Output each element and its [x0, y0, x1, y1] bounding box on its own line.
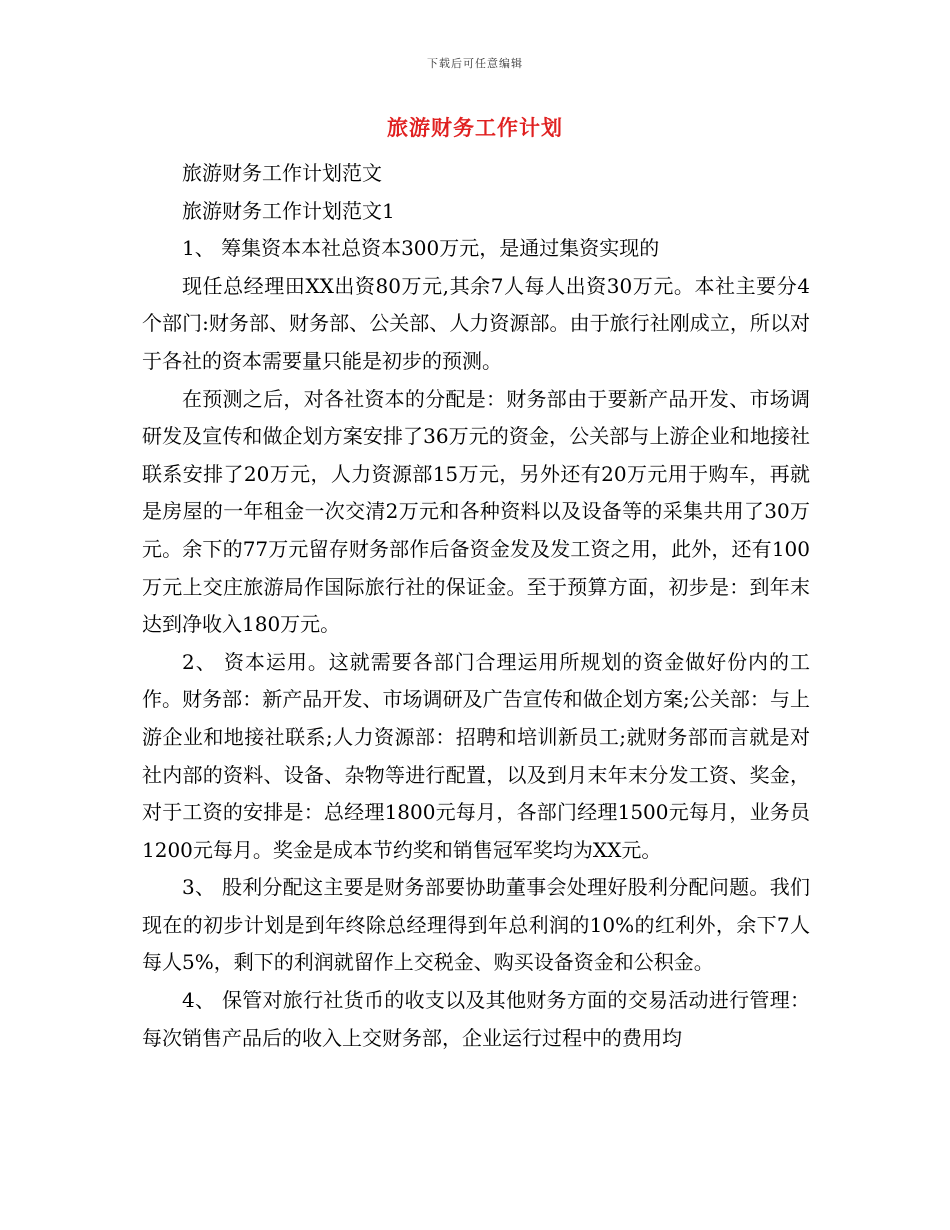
paragraph: 4、 保管对旅行社货币的收支以及其他财务方面的交易活动进行管理：每次销售产品后的收入上交财务部，企业运行过程中的费用均 — [142, 988, 810, 1050]
paragraph: 3、 股利分配这主要是财务部要协助董事会处理好股利分配问题。我们现在的初步计划是到年终除总经理得到年总利润的10%的红利外，余下7人每人5%，剩下的利润就留作上交税金、购买设备资金和公积金。 — [142, 875, 810, 975]
paragraph: 在预测之后，对各社资本的分配是：财务部由于要新产品开发、市场调研发及宣传和做企划方案安排了36万元的资金，公关部与上游企业和地接社联系安排了20万元，人力资源部15万元，另外还有20万元用于购车，再就是房屋的一年租金一次交清2万元和各种资料以及设备等的采集共用了30万元。余下的77万元留存财务部作后备资金发及发工资之用，此外，还有100万元上交庄旅游局作国际旅行社的保证金。至于预算方面，初步是：到年末达到净收入180万元。 — [142, 386, 810, 637]
header-note: 下载后可任意编辑 — [427, 57, 523, 70]
paragraph: 1、 筹集资本本社总资本300万元，是通过集资实现的 — [182, 236, 660, 261]
paragraph: 旅游财务工作计划范文 — [182, 161, 382, 185]
document-title: 旅游财务工作计划 — [387, 115, 563, 140]
document-body — [142, 155, 810, 1057]
paragraph: 现任总经理田XX出资80万元,其余7人每人出资30万元。本社主要分4个部门:财务部、财务部、公关部、人力资源部。由于旅行社刚成立，所以对于各社的资本需要量只能是初步的预测。 — [142, 273, 810, 373]
paragraph: 旅游财务工作计划范文1 — [182, 198, 395, 223]
paragraph: 2、 资本运用。这就需要各部门合理运用所规划的资金做好份内的工作。财务部：新产品开发、市场调研及广告宣传和做企划方案;公关部：与上游企业和地接社联系;人力资源部：招聘和培训新员工;就财务部而言就是对社内部的资料、设备、杂物等进行配置，以及到月末年末分发工资、奖金，对于工资的安排是：总经理1800元每月，各部门经理1500元每月，业务员1200元每月。奖金是成本节约奖和销售冠军奖均为XX元。 — [142, 649, 810, 862]
